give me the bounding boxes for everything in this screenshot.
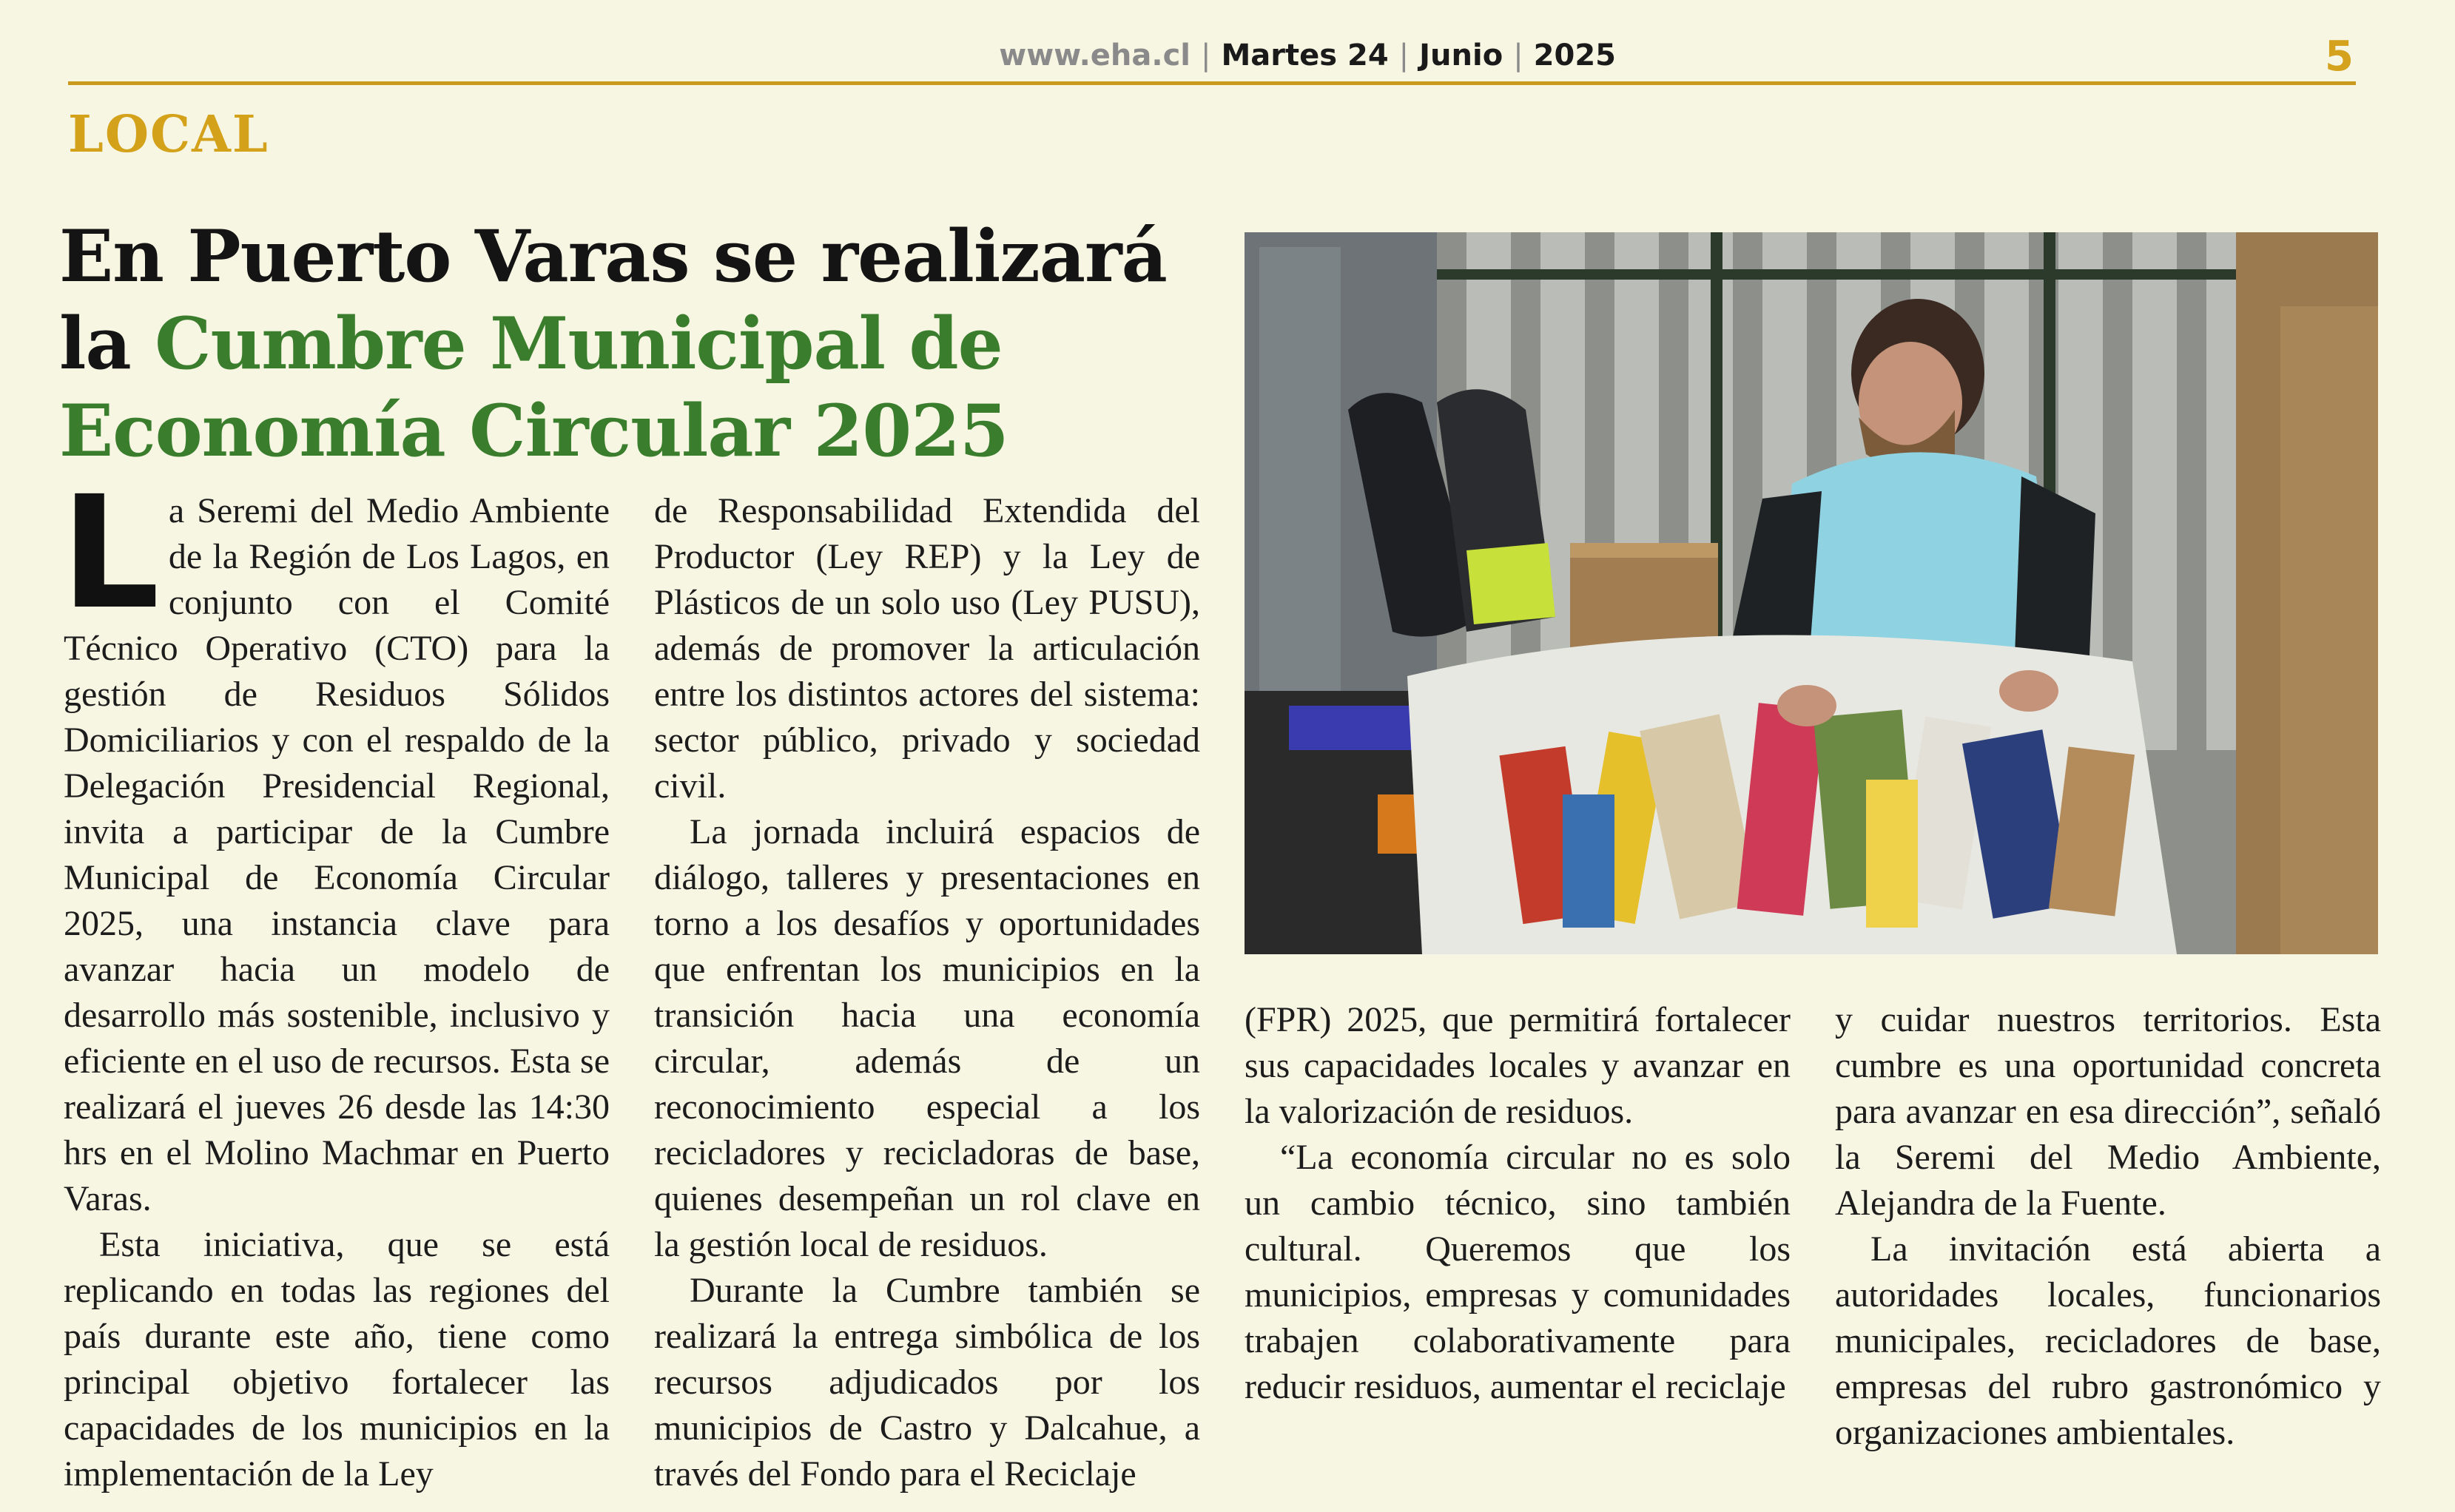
paragraph: y cuidar nuestros territorios. Esta cumbre es una oportunidad concreta para avanzar en esa dirección”, señaló la Seremi del Medio Ambiente, Alejandra de la Fuente. <box>1835 1000 2381 1223</box>
headline-line-2 <box>59 300 1228 388</box>
date-weekday-day: Martes 24 <box>1221 38 1389 72</box>
headline-line-3: Economía Circular 2025 <box>59 389 1008 473</box>
article-column-3 <box>1245 997 1791 1500</box>
header-meta <box>999 38 1616 72</box>
drop-cap: L <box>61 462 160 644</box>
article-column-1 <box>61 462 610 1502</box>
paragraph: Durante la Cumbre también se realizará la entrega simbólica de los recursos adjudicados por los municipios de Castro y Dalcahue, a través del Fondo para el Reciclaje <box>654 1271 1200 1494</box>
headline-prefix: la <box>59 302 131 385</box>
headline-line-1: En Puerto Varas se realizará <box>59 215 1167 298</box>
paragraph-text: a Seremi del Medio Ambiente de la Región de Los Lagos, en conjunto con el Comité Técnico Operativo (CTO) para la gestión de Residuos Sólidos Domiciliarios y con el respaldo de la Delegación Presidencial Regional, invita a participar de la Cumbre Municipal de Economía Circular 2025, una instancia clave para avanzar hacia un modelo de desarrollo más sostenible, inclusivo y eficiente en el uso de recursos. Esta se realizará el jueves 26 desde las 14:30 hrs en el Molino Machmar en Puerto Varas. <box>64 491 610 1218</box>
page-header <box>68 34 1616 86</box>
photo-woman-sorting-recyclables <box>1245 232 2378 954</box>
page-number: 5 <box>2325 33 2354 81</box>
paragraph <box>61 462 610 1222</box>
paragraph: La invitación está abierta a autoridades locales, funcionarios municipales, recicladores de base, empresas del rubro gastronómico y organizaciones ambientales. <box>1835 1229 2381 1452</box>
article-photo <box>1245 232 2378 954</box>
date-year: 2025 <box>1533 38 1616 72</box>
headline-green-1: Cumbre Municipal de <box>155 302 1003 385</box>
separator: | <box>1513 38 1523 72</box>
paragraph: (FPR) 2025, que permitirá fortalecer sus capacidades locales y avanzar en la valorización de residuos. <box>1245 1000 1791 1131</box>
article-column-4 <box>1835 997 2381 1500</box>
paragraph: de Responsabilidad Extendida del Productor (Ley REP) y la Ley de Plásticos de un solo uso (Ley PUSU), además de promover la articulación entre los distintos actores del sistema: sector público, privado y sociedad civil. <box>654 491 1200 806</box>
site-url: www.eha.cl <box>999 38 1191 72</box>
paragraph: La jornada incluirá espacios de diálogo, talleres y presentaciones en torno a los desafíos y oportunidades que enfrentan los municipios en la transición hacia una economía circular, además de un reconocimiento especial a los recicladores y recicladoras de base, quienes desempeñan un rol clave en la gestión local de residuos. <box>654 812 1200 1264</box>
header-rule <box>68 81 2356 85</box>
paragraph: “La economía circular no es solo un cambio técnico, sino también cultural. Queremos que los municipios, empresas y comunidades trabajen colaborativamente para reducir residuos, aumentar el reciclaje <box>1245 1138 1791 1406</box>
article-column-2 <box>654 488 1200 1502</box>
paragraph: Esta iniciativa, que se está replicando en todas las regiones del país durante este año, tiene como principal objetivo fortalecer las capacidades de los municipios en la implementación de la Ley <box>64 1225 610 1494</box>
section-label: LOCAL <box>68 105 269 164</box>
headline <box>59 213 1228 475</box>
separator: | <box>1201 38 1211 72</box>
separator: | <box>1398 38 1410 72</box>
date-month: Junio <box>1419 38 1503 72</box>
